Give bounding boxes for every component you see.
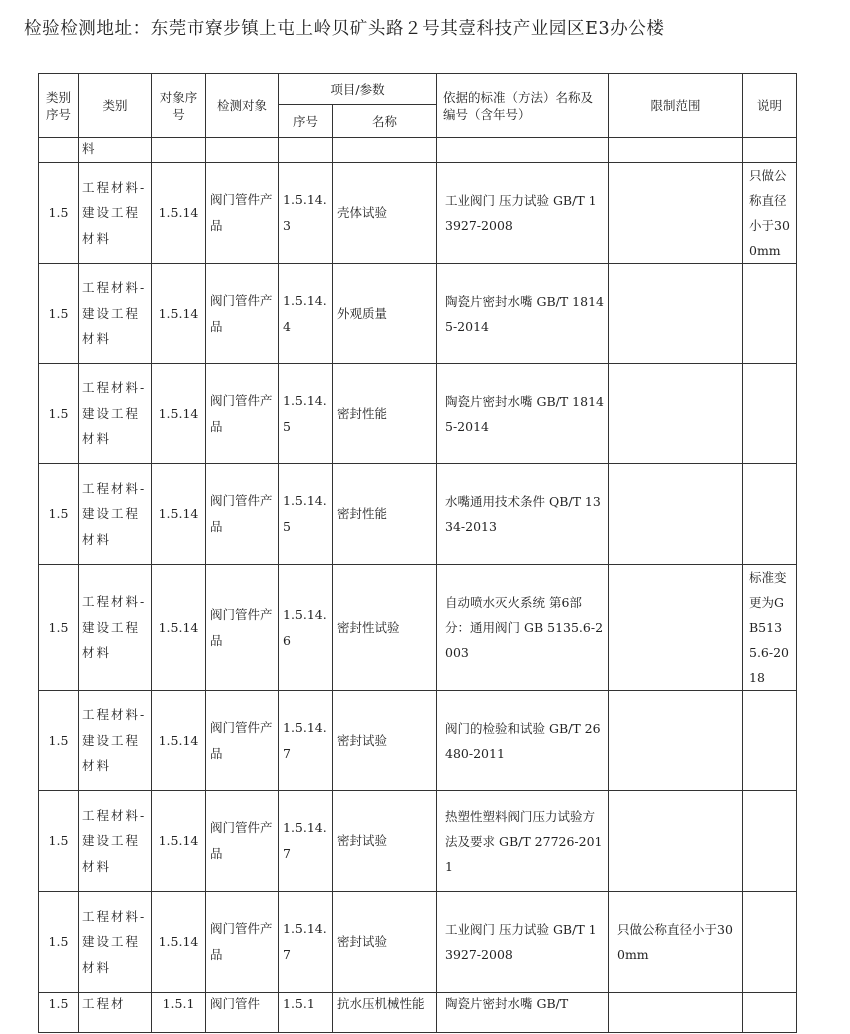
standard-cell: 工业阀门 压力试验 GB/T 13927-2008 xyxy=(437,163,609,264)
limit-cell: 只做公称直径小于300mm xyxy=(609,892,743,993)
table-row xyxy=(39,464,797,565)
standard-cell: 自动喷水灭火系统 第6部分：通用阀门 GB 5135.6-2003 xyxy=(437,565,609,691)
note-cell xyxy=(743,264,797,364)
standard-cell: 陶瓷片密封水嘴 GB/T 18145-2014 xyxy=(437,264,609,364)
obj-no-cell: 1.5.14 xyxy=(152,791,206,892)
note-cell xyxy=(743,364,797,464)
limit-cell xyxy=(609,791,743,892)
item-name-cell: 外观质量 xyxy=(333,264,437,364)
obj-no-cell: 1.5.14 xyxy=(152,464,206,565)
item-no-cell: 1.5.14.7 xyxy=(279,691,333,791)
note-cell xyxy=(743,791,797,892)
note-cell: 标准变更为GB5135.6-2018 xyxy=(743,565,797,691)
category-cell: 工程材料-建设工程材料 xyxy=(79,691,152,791)
standard-cell: 陶瓷片密封水嘴 GB/T 18145-2014 xyxy=(437,364,609,464)
table-row xyxy=(39,264,797,364)
limit-cell xyxy=(609,993,743,1033)
category-cell: 工程材料-建设工程材料 xyxy=(79,892,152,993)
limit-cell xyxy=(609,264,743,364)
table-row xyxy=(39,364,797,464)
object-cell: 阀门管件产品 xyxy=(206,464,279,565)
category-cell: 工程材料-建设工程材料 xyxy=(79,791,152,892)
object-cell: 阀门管件产品 xyxy=(206,364,279,464)
standard-cell: 工业阀门 压力试验 GB/T 13927-2008 xyxy=(437,892,609,993)
table-row xyxy=(39,892,797,993)
cat-no-cell: 1.5 xyxy=(39,264,79,364)
header-limit: 限制范围 xyxy=(609,74,743,138)
header-standard: 依据的标准（方法）名称及编号（含年号） xyxy=(437,74,609,138)
item-name-cell: 密封试验 xyxy=(333,791,437,892)
item-no-cell: 1.5.14.6 xyxy=(279,565,333,691)
continuation-category: 料 xyxy=(79,138,152,163)
object-cell: 阀门管件产品 xyxy=(206,892,279,993)
standard-cell: 陶瓷片密封水嘴 GB/T xyxy=(437,993,609,1033)
item-name-cell: 抗水压机械性能 xyxy=(333,993,437,1033)
continuation-row xyxy=(39,138,797,163)
table-row xyxy=(39,791,797,892)
object-cell: 阀门管件产品 xyxy=(206,565,279,691)
item-no-cell: 1.5.1 xyxy=(279,993,333,1033)
item-no-cell: 1.5.14.5 xyxy=(279,464,333,565)
cat-no-cell: 1.5 xyxy=(39,691,79,791)
item-no-cell: 1.5.14.7 xyxy=(279,791,333,892)
category-cell: 工程材料-建设工程材料 xyxy=(79,565,152,691)
obj-no-cell: 1.5.14 xyxy=(152,565,206,691)
standard-cell: 热塑性塑料阀门压力试验方法及要求 GB/T 27726-2011 xyxy=(437,791,609,892)
item-name-cell: 密封性试验 xyxy=(333,565,437,691)
obj-no-cell: 1.5.14 xyxy=(152,163,206,264)
header-item-group: 项目/参数 xyxy=(279,74,437,105)
cat-no-cell: 1.5 xyxy=(39,565,79,691)
header-note: 说明 xyxy=(743,74,797,138)
obj-no-cell: 1.5.14 xyxy=(152,264,206,364)
obj-no-cell: 1.5.14 xyxy=(152,691,206,791)
item-name-cell: 密封性能 xyxy=(333,364,437,464)
item-no-cell: 1.5.14.7 xyxy=(279,892,333,993)
partial-table-row xyxy=(39,993,797,1033)
limit-cell xyxy=(609,691,743,791)
table-row xyxy=(39,565,797,691)
cat-no-cell: 1.5 xyxy=(39,993,79,1033)
header-item-name: 名称 xyxy=(333,105,437,138)
item-name-cell: 密封试验 xyxy=(333,691,437,791)
limit-cell xyxy=(609,464,743,565)
cat-no-cell: 1.5 xyxy=(39,163,79,264)
item-name-cell: 密封性能 xyxy=(333,464,437,565)
note-cell xyxy=(743,464,797,565)
category-cell: 工程材 xyxy=(79,993,152,1033)
inspection-scope-table xyxy=(38,73,797,1033)
category-cell: 工程材料-建设工程材料 xyxy=(79,464,152,565)
header-category: 类别 xyxy=(79,74,152,138)
limit-cell xyxy=(609,163,743,264)
cat-no-cell: 1.5 xyxy=(39,364,79,464)
item-name-cell: 密封试验 xyxy=(333,892,437,993)
object-cell: 阀门管件产品 xyxy=(206,264,279,364)
header-obj-no: 对象序号 xyxy=(152,74,206,138)
table-row xyxy=(39,163,797,264)
limit-cell xyxy=(609,565,743,691)
table-header xyxy=(39,74,797,138)
object-cell: 阀门管件产品 xyxy=(206,791,279,892)
obj-no-cell: 1.5.14 xyxy=(152,892,206,993)
object-cell: 阀门管件 xyxy=(206,993,279,1033)
limit-cell xyxy=(609,364,743,464)
object-cell: 阀门管件产品 xyxy=(206,163,279,264)
note-cell: 只做公称直径小于300mm xyxy=(743,163,797,264)
object-cell: 阀门管件产品 xyxy=(206,691,279,791)
category-cell: 工程材料-建设工程材料 xyxy=(79,364,152,464)
cat-no-cell: 1.5 xyxy=(39,791,79,892)
category-cell: 工程材料-建设工程材料 xyxy=(79,264,152,364)
item-no-cell: 1.5.14.4 xyxy=(279,264,333,364)
item-no-cell: 1.5.14.3 xyxy=(279,163,333,264)
item-name-cell: 壳体试验 xyxy=(333,163,437,264)
header-item-no: 序号 xyxy=(279,105,333,138)
header-cat-no: 类别序号 xyxy=(39,74,79,138)
item-no-cell: 1.5.14.5 xyxy=(279,364,333,464)
header-object: 检测对象 xyxy=(206,74,279,138)
standard-cell: 阀门的检验和试验 GB/T 26480-2011 xyxy=(437,691,609,791)
note-cell xyxy=(743,993,797,1033)
table-row xyxy=(39,691,797,791)
obj-no-cell: 1.5.14 xyxy=(152,364,206,464)
standard-cell: 水嘴通用技术条件 QB/T 1334-2013 xyxy=(437,464,609,565)
note-cell xyxy=(743,892,797,993)
category-cell: 工程材料-建设工程材料 xyxy=(79,163,152,264)
obj-no-cell: 1.5.1 xyxy=(152,993,206,1033)
cat-no-cell: 1.5 xyxy=(39,892,79,993)
document-title: 检验检测地址：东莞市寮步镇上屯上岭贝矿头路２号其壹科技产业园区E3办公楼 xyxy=(24,19,665,39)
cat-no-cell: 1.5 xyxy=(39,464,79,565)
note-cell xyxy=(743,691,797,791)
